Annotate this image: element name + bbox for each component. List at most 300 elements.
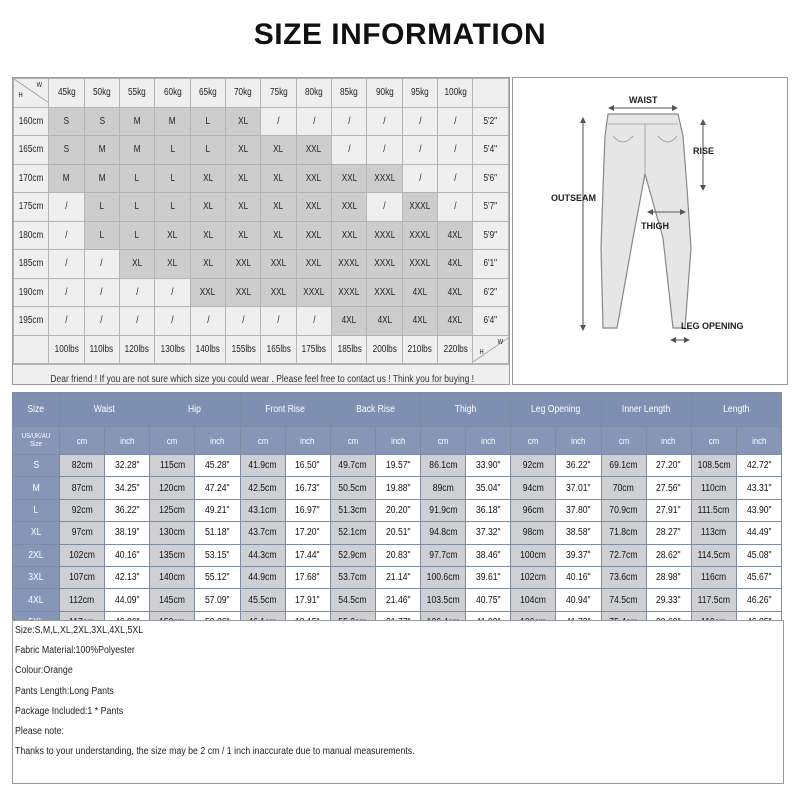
size-cell-text: / <box>65 201 68 213</box>
inch-value-cell <box>105 522 150 544</box>
inch-value-cell <box>646 566 691 588</box>
size-cell <box>49 307 84 336</box>
unit-cm-header-text: cm <box>167 435 178 446</box>
size-cell <box>190 250 225 279</box>
unit-cm-header <box>240 427 285 455</box>
size-cell <box>261 193 296 222</box>
inch-value-cell-text: 28.98" <box>656 572 681 584</box>
size-cell-text: M <box>169 115 176 127</box>
height-cell-text: 160cm <box>18 115 44 127</box>
cm-value-cell-text: 102cm <box>520 572 547 584</box>
inch-value-cell-text: 34.25" <box>114 482 140 494</box>
size-cell <box>332 278 367 307</box>
inch-value-cell-text: 40.94" <box>566 594 591 606</box>
size-cell-text: / <box>383 115 386 127</box>
size-cell-text: / <box>100 315 103 327</box>
cm-value-cell <box>60 499 105 521</box>
weight-header <box>296 79 331 108</box>
cm-value-cell-text: 97.7cm <box>428 549 458 561</box>
size-label-cell <box>13 499 60 521</box>
height-cell-text: 170cm <box>18 172 44 184</box>
info-line-text: Size:S,M,L,XL,2XL,3XL,4XL,5XL <box>15 625 144 636</box>
measure-column-header-text: Thigh <box>454 404 477 415</box>
size-cell-text: XL <box>273 201 284 213</box>
weight-header <box>120 79 155 108</box>
unit-inch-header-text: inch <box>571 435 586 446</box>
size-cell <box>226 307 261 336</box>
lbs-cell-text: 185lbs <box>337 343 362 355</box>
measure-row <box>13 589 782 611</box>
size-cell <box>402 278 437 307</box>
size-cell <box>226 250 261 279</box>
inch-value-cell-text: 45.08" <box>746 549 772 561</box>
size-cell-text: XL <box>273 144 284 156</box>
inch-value-cell <box>195 455 240 477</box>
cm-value-cell-text: 92cm <box>522 460 544 472</box>
cm-value-cell <box>60 544 105 566</box>
info-line <box>13 641 783 661</box>
cm-value-cell <box>421 522 466 544</box>
inch-value-cell <box>285 477 330 499</box>
cm-value-cell-text: 89cm <box>432 482 454 494</box>
unit-inch-header <box>736 427 781 455</box>
unit-cm-header-text: cm <box>76 435 88 446</box>
info-line <box>13 742 783 762</box>
cm-value-cell-text: 117.5cm <box>697 594 730 606</box>
unit-inch-header <box>556 427 601 455</box>
leg-opening-label: LEG OPENING <box>681 321 744 331</box>
inch-value-cell <box>285 455 330 477</box>
size-label-cell-text: L <box>33 504 39 516</box>
info-line <box>13 702 783 722</box>
size-cell <box>190 278 225 307</box>
weight-header <box>332 79 367 108</box>
size-cell-text: XXL <box>341 172 358 184</box>
inch-value-cell-text: 37.01" <box>566 482 591 494</box>
size-cell-text: / <box>242 315 245 327</box>
size-cell-text: XL <box>202 258 213 270</box>
cm-value-cell-text: 94.8cm <box>428 527 458 539</box>
size-cell <box>438 307 473 336</box>
inch-value-cell-text: 19.88" <box>385 482 411 494</box>
size-cell-text: 4XL <box>447 229 463 241</box>
cm-value-cell <box>150 589 195 611</box>
inch-value-cell <box>646 499 691 521</box>
size-cell-text: / <box>171 286 174 298</box>
size-cell-text: M <box>133 115 141 127</box>
size-cell <box>49 221 84 250</box>
size-cell <box>261 164 296 193</box>
height-cell-text: 190cm <box>18 286 44 298</box>
size-cell-text: / <box>454 172 457 184</box>
cm-value-cell-text: 41.9cm <box>248 460 277 472</box>
cm-value-cell <box>511 477 556 499</box>
inch-value-cell-text: 36.22" <box>114 504 140 516</box>
size-cell <box>190 164 225 193</box>
size-cell-text: XL <box>202 172 213 184</box>
size-cell <box>190 107 225 136</box>
inch-value-cell-text: 17.68" <box>295 572 320 584</box>
size-cell <box>402 136 437 165</box>
cm-value-cell-text: 130cm <box>159 527 186 539</box>
inch-value-cell <box>375 477 420 499</box>
inch-value-cell-text: 27.91" <box>656 504 681 516</box>
height-cell <box>14 250 49 279</box>
inch-value-cell-text: 53.15" <box>205 549 230 561</box>
inch-value-cell-text: 39.37" <box>566 549 591 561</box>
cm-value-cell <box>150 522 195 544</box>
info-line-text: Colour:Orange <box>15 665 73 677</box>
size-cell <box>120 107 155 136</box>
size-subheader-text: US/UK/AU Size <box>21 432 51 448</box>
cm-value-cell <box>511 522 556 544</box>
inch-value-cell <box>556 499 601 521</box>
size-cell-text: XXXL <box>409 201 431 213</box>
unit-inch-header <box>375 427 420 455</box>
inch-value-cell-text: 20.51" <box>385 527 411 539</box>
cm-value-cell-text: 54.5cm <box>338 594 367 606</box>
cm-value-cell-text: 87cm <box>71 482 93 494</box>
inch-value-cell-text: 43.31" <box>746 482 772 494</box>
size-cell-text: XXXL <box>374 229 396 241</box>
size-cell <box>438 136 473 165</box>
inch-value-cell-text: 16.97" <box>295 504 320 516</box>
measure-row <box>13 522 782 544</box>
inch-value-cell <box>285 522 330 544</box>
size-cell <box>438 278 473 307</box>
unit-inch-header-text: inch <box>300 435 315 446</box>
inch-value-cell-text: 42.72" <box>746 460 772 472</box>
size-cell <box>120 307 155 336</box>
height-cell-text: 185cm <box>18 258 44 270</box>
inch-value-cell-text: 32.28" <box>114 460 140 472</box>
measure-column-header-text: Inner Length <box>621 404 671 415</box>
size-cell-text: XXL <box>306 144 322 156</box>
inch-value-cell-text: 36.18" <box>475 504 501 516</box>
cm-value-cell-text: 50.5cm <box>338 482 367 494</box>
weight-height-size-grid <box>12 77 510 385</box>
inch-value-cell <box>375 499 420 521</box>
cm-value-cell-text: 53.7cm <box>338 572 367 584</box>
size-cell <box>84 107 119 136</box>
cm-value-cell <box>330 499 375 521</box>
weight-header <box>84 79 119 108</box>
weight-header-text: 80kg <box>305 87 323 99</box>
cm-value-cell <box>511 566 556 588</box>
size-cell-text: XXXL <box>338 286 360 298</box>
unit-inch-header-text: inch <box>390 435 406 446</box>
size-cell-text: XXXL <box>374 286 396 298</box>
lbs-cell <box>120 335 155 364</box>
cm-value-cell-text: 70cm <box>613 482 635 494</box>
height-cell-text: 195cm <box>18 315 44 327</box>
inch-value-cell <box>195 566 240 588</box>
size-cell-text: XXXL <box>338 258 360 270</box>
measure-column-header-text: Back Rise <box>356 404 395 415</box>
unit-inch-header-text: inch <box>481 435 496 446</box>
inch-value-cell <box>736 522 781 544</box>
inch-value-cell-text: 43.90" <box>746 504 772 516</box>
cm-value-cell-text: 112cm <box>69 594 95 606</box>
size-header <box>13 393 60 427</box>
size-cell <box>332 107 367 136</box>
cm-value-cell <box>421 544 466 566</box>
size-cell <box>367 250 402 279</box>
feet-cell-text: 6'4" <box>483 315 498 327</box>
unit-inch-header <box>105 427 150 455</box>
size-cell-text: L <box>134 201 140 213</box>
unit-cm-header-text: cm <box>437 435 449 446</box>
inch-value-cell <box>195 522 240 544</box>
size-cell <box>367 107 402 136</box>
inch-value-cell <box>646 522 691 544</box>
weight-header <box>190 79 225 108</box>
height-cell <box>14 278 49 307</box>
size-cell <box>402 221 437 250</box>
lbs-cell-text: 210lbs <box>407 343 433 355</box>
inch-value-cell <box>556 522 601 544</box>
size-grid-table <box>13 78 509 364</box>
size-cell-text: XXL <box>306 201 322 213</box>
size-cell <box>120 221 155 250</box>
size-cell-text: 4XL <box>447 258 463 270</box>
size-cell <box>296 250 331 279</box>
weight-header <box>367 79 402 108</box>
cm-value-cell-text: 72.7cm <box>609 549 638 561</box>
size-cell <box>367 136 402 165</box>
size-label-cell-text: 3XL <box>28 572 44 584</box>
unit-cm-header <box>60 427 105 455</box>
size-cell <box>155 250 190 279</box>
size-cell-text: S <box>63 115 70 127</box>
weight-header-text: 60kg <box>163 87 182 99</box>
unit-cm-header <box>150 427 195 455</box>
cm-value-cell-text: 45.5cm <box>248 594 277 606</box>
lbs-cell <box>438 335 473 364</box>
feet-cell <box>473 250 509 279</box>
inch-value-cell <box>285 566 330 588</box>
size-cell-text: S <box>99 115 105 127</box>
size-cell <box>261 250 296 279</box>
lbs-cell <box>332 335 367 364</box>
measure-row <box>13 544 782 566</box>
inch-value-cell <box>736 455 781 477</box>
size-cell <box>438 221 473 250</box>
weight-header-text: 95kg <box>411 87 429 99</box>
cm-value-cell-text: 125cm <box>159 504 186 516</box>
inch-value-cell-text: 21.46" <box>385 594 411 606</box>
weight-header-text: 50kg <box>92 87 111 99</box>
size-cell <box>155 193 190 222</box>
size-cell-text: M <box>98 172 106 184</box>
size-cell-text: L <box>170 144 175 156</box>
size-cell <box>155 136 190 165</box>
size-cell-text: XL <box>238 229 249 241</box>
size-cell-text: 4XL <box>341 315 357 327</box>
cm-value-cell <box>691 477 736 499</box>
lbs-cell <box>155 335 190 364</box>
size-cell <box>402 193 437 222</box>
size-cell-text: / <box>312 115 316 127</box>
cm-value-cell <box>240 522 285 544</box>
cm-value-cell <box>150 499 195 521</box>
unit-cm-header <box>691 427 736 455</box>
size-cell-text: L <box>134 229 140 241</box>
inch-value-cell <box>375 589 420 611</box>
cm-value-cell-text: 104cm <box>520 594 547 606</box>
info-line-text: Pants Length:Long Pants <box>15 685 114 697</box>
weight-header-text: 65kg <box>198 87 217 99</box>
lbs-cell <box>402 335 437 364</box>
inch-value-cell-text: 49.21" <box>205 504 230 516</box>
height-cell-text: 165cm <box>18 144 44 156</box>
height-cell <box>14 307 49 336</box>
bottom-corner-w: W <box>498 338 504 346</box>
size-cell-text: XXL <box>235 258 251 270</box>
feet-cell-text: 6'1" <box>483 258 498 270</box>
lbs-cell <box>296 335 331 364</box>
size-cell-text: / <box>454 201 457 213</box>
inch-value-cell <box>556 589 601 611</box>
measure-row <box>13 477 782 499</box>
size-cell <box>367 221 402 250</box>
inch-value-cell <box>556 477 601 499</box>
cm-value-cell <box>240 544 285 566</box>
measure-column-header <box>601 393 691 427</box>
size-cell <box>296 107 331 136</box>
inch-value-cell <box>646 477 691 499</box>
inch-value-cell-text: 40.75" <box>475 594 501 606</box>
measure-row <box>13 455 782 477</box>
grid-row <box>14 107 509 136</box>
info-line <box>13 661 783 681</box>
size-cell <box>438 164 473 193</box>
feet-cell <box>473 278 509 307</box>
measurement-table <box>12 392 782 634</box>
size-cell <box>296 164 331 193</box>
inch-value-cell <box>556 455 601 477</box>
cm-value-cell <box>421 566 466 588</box>
cm-value-cell-text: 140cm <box>159 572 186 584</box>
info-line <box>13 722 783 742</box>
size-cell <box>84 278 119 307</box>
size-cell <box>155 221 190 250</box>
inch-value-cell-text: 20.20" <box>385 504 411 516</box>
inch-value-cell-text: 27.20" <box>656 460 681 472</box>
inch-value-cell <box>466 566 511 588</box>
measure-column-header <box>240 393 330 427</box>
pants-diagram <box>512 77 788 385</box>
inch-value-cell <box>195 589 240 611</box>
inch-value-cell <box>736 477 781 499</box>
lbs-blank <box>14 335 49 364</box>
unit-cm-header-text: cm <box>708 435 719 446</box>
rise-label: RISE <box>693 146 715 156</box>
inch-value-cell <box>646 544 691 566</box>
cm-value-cell-text: 82cm <box>71 460 93 472</box>
inch-value-cell-text: 28.27" <box>656 527 681 539</box>
height-cell <box>14 107 49 136</box>
size-cell-text: / <box>65 315 68 327</box>
measure-column-header <box>150 393 240 427</box>
weight-header <box>155 79 190 108</box>
size-cell-text: / <box>100 286 103 298</box>
weight-header-text: 75kg <box>269 87 288 99</box>
inch-value-cell <box>375 566 420 588</box>
size-cell <box>155 164 190 193</box>
cm-value-cell <box>421 499 466 521</box>
corner-w: W <box>36 82 43 89</box>
size-cell-text: XXL <box>306 172 322 184</box>
cm-value-cell-text: 42.5cm <box>248 482 277 494</box>
size-cell-text: S <box>63 144 70 156</box>
cm-value-cell-text: 94cm <box>522 482 544 494</box>
measure-header-row <box>13 393 782 427</box>
size-cell <box>155 107 190 136</box>
inch-value-cell <box>736 589 781 611</box>
cm-value-cell-text: 100cm <box>520 549 547 561</box>
size-cell-text: L <box>99 201 105 213</box>
feet-cell <box>473 136 509 165</box>
size-cell <box>261 107 296 136</box>
weight-header-text: 90kg <box>375 87 394 99</box>
inch-value-cell <box>375 455 420 477</box>
size-cell-text: 4XL <box>412 286 428 298</box>
inch-value-cell-text: 40.16" <box>566 572 591 584</box>
size-cell-text: L <box>134 172 140 184</box>
size-cell-text: / <box>418 115 422 127</box>
cm-value-cell-text: 91.9cm <box>428 504 458 516</box>
cm-value-cell <box>60 455 105 477</box>
size-cell <box>84 221 119 250</box>
size-cell-text: XL <box>202 201 213 213</box>
inch-value-cell-text: 29.33" <box>656 594 681 606</box>
inch-value-cell-text: 45.67" <box>746 572 772 584</box>
cm-value-cell <box>240 566 285 588</box>
cm-value-cell <box>330 589 375 611</box>
cm-value-cell-text: 108.5cm <box>697 460 731 472</box>
inch-value-cell-text: 37.32" <box>475 527 501 539</box>
size-cell <box>438 250 473 279</box>
weight-header <box>226 79 261 108</box>
measure-column-header-text: Length <box>723 404 750 415</box>
inch-value-cell-text: 39.61" <box>475 572 501 584</box>
size-cell <box>296 278 331 307</box>
size-cell <box>261 221 296 250</box>
size-cell-text: XL <box>238 144 249 156</box>
size-cell <box>402 107 437 136</box>
lbs-cell-text: 140lbs <box>195 343 220 355</box>
size-cell <box>49 278 84 307</box>
size-cell <box>438 193 473 222</box>
info-line <box>13 621 783 641</box>
page-title: SIZE INFORMATION <box>253 18 547 51</box>
unit-inch-header-text: inch <box>661 435 676 446</box>
measure-row <box>13 499 782 521</box>
inch-value-cell <box>105 499 150 521</box>
size-note: Dear friend ! If you are not sure which size you could wear . Please feel free to contact us ! Think you for buying ! <box>13 364 509 395</box>
cm-value-cell <box>330 544 375 566</box>
inch-value-cell-text: 33.90" <box>475 460 501 472</box>
size-cell <box>296 136 331 165</box>
unit-cm-header <box>421 427 466 455</box>
product-info <box>12 620 784 784</box>
inch-value-cell <box>105 455 150 477</box>
size-cell <box>226 164 261 193</box>
lbs-cell-text: 155lbs <box>231 343 256 355</box>
weight-header-text: 55kg <box>128 87 147 99</box>
size-cell-text: XXXL <box>303 286 325 298</box>
